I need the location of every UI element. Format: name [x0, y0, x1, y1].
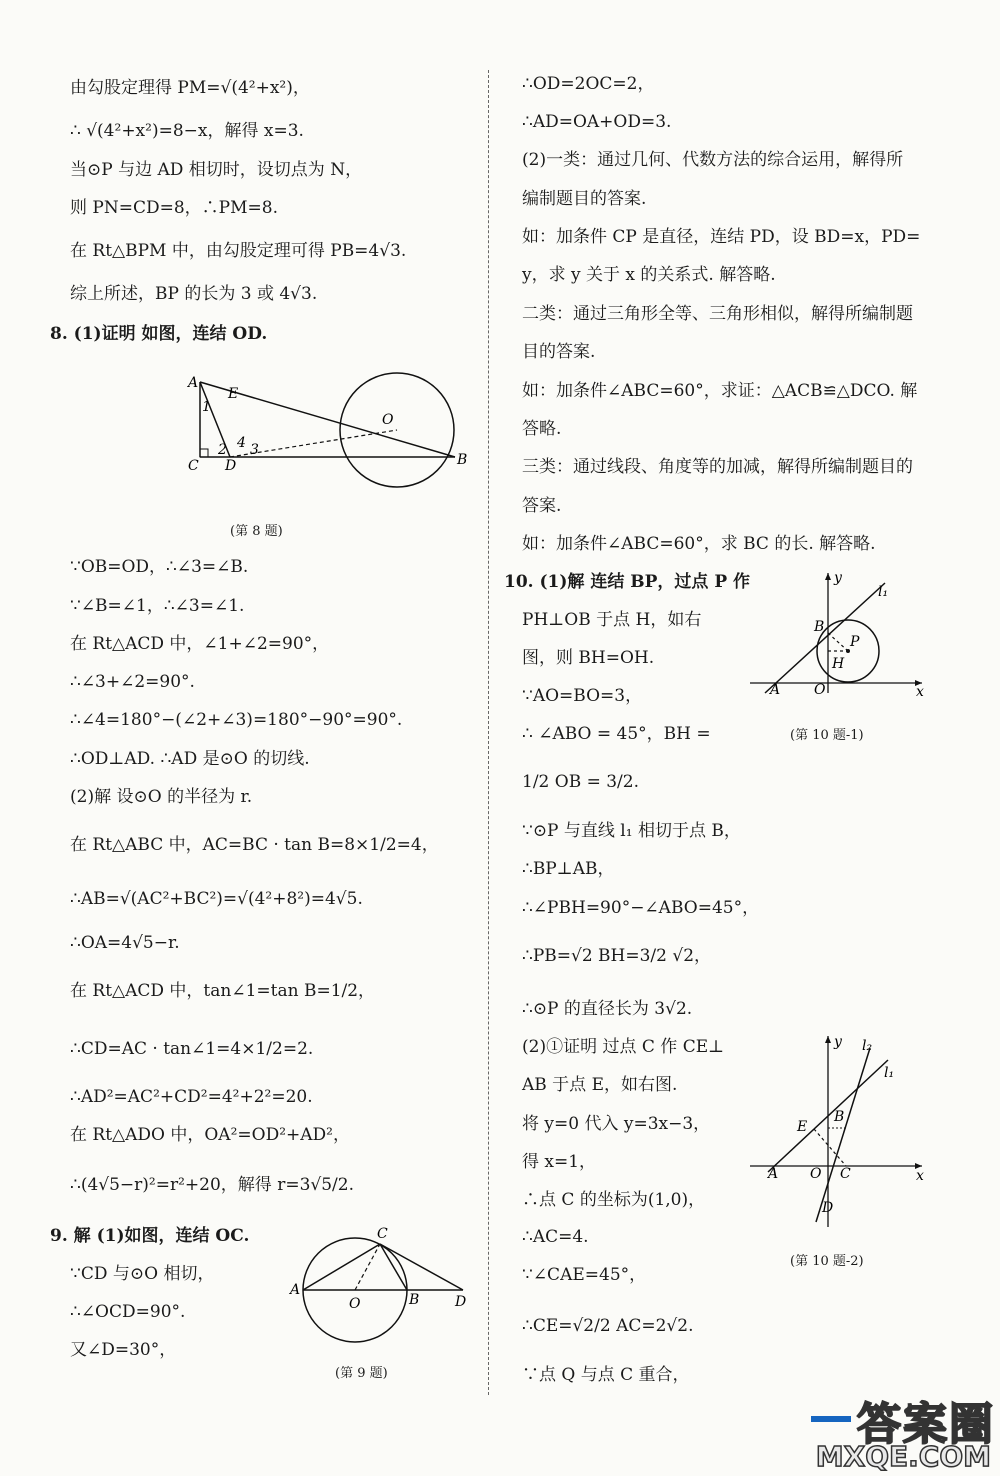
text-line: 答略. [522, 419, 562, 439]
label-O: O [349, 1296, 361, 1312]
text-line: ∴∠4=180°−(∠2+∠3)=180°−90°=90°. [70, 710, 403, 730]
text-line: 编制题目的答案. [522, 189, 647, 209]
problem-8-heading: 8. (1)证明 如图，连结 OD. [50, 324, 268, 344]
watermark-logo [805, 1388, 995, 1473]
label-l1: l₁ [884, 1065, 895, 1081]
label-x: x [916, 1168, 924, 1184]
text-line: 则 PN=CD=8，∴PM=8. [70, 198, 278, 218]
text-line: ∵AO=BO=3， [522, 686, 643, 706]
label-E: E [797, 1119, 808, 1135]
text-line: 在 Rt△ACD 中，tan∠1=tan B=1/2， [70, 981, 376, 1001]
text-line: 目的答案. [522, 342, 596, 362]
label-A: A [188, 375, 199, 391]
text-line: 当⊙P 与边 AD 相切时，设切点为 N， [70, 160, 363, 180]
text-line: 在 Rt△ADO 中，OA²=OD²+AD²， [70, 1125, 350, 1145]
label-l2: l₂ [862, 1038, 873, 1054]
label-H: H [832, 656, 845, 672]
label-O: O [810, 1166, 822, 1182]
label-angle-2: 2 [218, 442, 227, 458]
label-P: P [850, 634, 860, 650]
figure-8 [185, 362, 475, 502]
text-line: ∴CE=√2/2 AC=2√2. [522, 1316, 694, 1336]
problem-10-heading: 10. (1)解 连结 BP，过点 P 作 [504, 572, 751, 592]
text-line: ∴AD²=AC²+CD²=4²+2²=20. [70, 1087, 313, 1107]
column-divider [488, 70, 489, 1395]
text-line: (2)①证明 过点 C 作 CE⊥ [522, 1037, 725, 1057]
text-line: ∴AC=4. [522, 1227, 589, 1247]
text-line: 图，则 BH=OH. [522, 648, 655, 668]
label-y: y [834, 570, 842, 586]
label-B: B [814, 619, 825, 635]
watermark-title: 答案圈 [857, 1399, 995, 1450]
text-line: (2)一类：通过几何、代数方法的综合运用，解得所 [522, 150, 904, 170]
text-line: ∵∠B=∠1，∴∠3=∠1. [70, 596, 245, 616]
label-B: B [409, 1292, 420, 1308]
figure-9 [285, 1220, 475, 1370]
text-line: 又∠D=30°， [70, 1340, 177, 1360]
text-line: ∴CD=AC · tan∠1=4×1/2=2. [70, 1039, 314, 1059]
text-line: 1/2 OB = 3/2. [522, 772, 640, 792]
text-line: ∴∠3+∠2=90°. [70, 672, 195, 692]
text-line: AB 于点 E，如右图. [522, 1075, 678, 1095]
label-y: y [834, 1034, 842, 1050]
label-B: B [457, 452, 468, 468]
text-line: ∴∠OCD=90°. [70, 1302, 186, 1322]
text-line: PH⊥OB 于点 H，如右 [522, 610, 702, 630]
label-A: A [290, 1282, 301, 1298]
label-angle-3: 3 [250, 442, 259, 458]
figure-10-1 [750, 568, 928, 698]
label-x: x [916, 684, 924, 698]
text-line: ∵OB=OD，∴∠3=∠B. [70, 557, 249, 577]
label-A: A [768, 1166, 779, 1182]
label-l1: l₁ [878, 584, 889, 600]
problem-9-heading: 9. 解 (1)如图，连结 OC. [50, 1226, 250, 1246]
label-A: A [770, 682, 781, 698]
text-line: 二类：通过三角形全等、三角形相似，解得所编制题 [522, 304, 913, 324]
caption-fig8: (第 8 题) [230, 524, 283, 539]
label-D: D [822, 1200, 834, 1216]
text-line: (2)解 设⊙O 的半径为 r. [70, 787, 253, 807]
text-line: ∴(4√5−r)²=r²+20，解得 r=3√5/2. [70, 1175, 354, 1195]
caption-fig10-2: (第 10 题-2) [790, 1254, 864, 1269]
text-line: ∵∠CAE=45°， [522, 1265, 647, 1285]
text-line: 在 Rt△ACD 中，∠1+∠2=90°， [70, 634, 330, 654]
figure-10-2 [750, 1032, 932, 1230]
text-line: 如：加条件 CP 是直径，连结 PD，设 BD=x，PD= [522, 227, 921, 247]
label-D: D [225, 458, 237, 474]
label-C: C [377, 1226, 388, 1242]
label-B: B [834, 1109, 845, 1125]
caption-fig9: (第 9 题) [335, 1366, 388, 1381]
text-line: ∴AB=√(AC²+BC²)=√(4²+8²)=4√5. [70, 889, 363, 909]
label-O: O [814, 682, 826, 698]
text-line: 由勾股定理得 PM=√(4²+x²)， [70, 78, 310, 98]
text-line: 如：加条件∠ABC=60°，求 BC 的长. 解答略. [522, 534, 876, 554]
text-line: y，求 y 关于 x 的关系式. 解答略. [522, 265, 776, 285]
text-line: ∴∠PBH=90°−∠ABO=45°， [522, 898, 760, 918]
label-D: D [455, 1294, 467, 1310]
text-line: 三类：通过线段、角度等的加减，解得所编制题目的 [522, 457, 913, 477]
text-line: 综上所述，BP 的长为 3 或 4√3. [70, 284, 318, 304]
caption-fig10-1: (第 10 题-1) [790, 728, 864, 743]
text-line: 将 y=0 代入 y=3x−3， [522, 1114, 711, 1134]
text-line: ∴AD=OA+OD=3. [522, 112, 672, 132]
text-line: ∴PB=√2 BH=3/2 √2， [522, 946, 712, 966]
text-line: ∴ ∠ABO = 45°，BH = [522, 724, 711, 744]
text-line: 得 x=1， [522, 1152, 597, 1172]
text-line: 答案. [522, 496, 562, 516]
label-angle-4: 4 [237, 435, 246, 451]
label-O: O [382, 412, 394, 428]
text-line: ∴⊙P 的直径长为 3√2. [522, 999, 693, 1019]
watermark-accent-bar [811, 1416, 851, 1422]
text-line: 在 Rt△ABC 中，AC=BC · tan B=8×1/2=4， [70, 835, 439, 855]
text-line: ∴点 C 的坐标为(1,0)， [522, 1190, 706, 1210]
label-E: E [228, 386, 239, 402]
label-C: C [188, 458, 199, 474]
text-line: ∴BP⊥AB， [522, 859, 615, 879]
label-C: C [840, 1166, 851, 1182]
text-line: ∴OD=2OC=2， [522, 74, 655, 94]
text-line: 如：加条件∠ABC=60°，求证：△ACB≌△DCO. 解 [522, 381, 918, 401]
text-line: ∴OD⊥AD. ∴AD 是⊙O 的切线. [70, 749, 310, 769]
watermark-url: MXQE.COM [815, 1440, 991, 1473]
text-line: ∵点 Q 与点 C 重合， [522, 1365, 690, 1385]
text-line: ∵⊙P 与直线 l₁ 相切于点 B， [522, 821, 741, 841]
text-line: ∴ √(4²+x²)=8−x，解得 x=3. [70, 121, 304, 141]
text-line: ∴OA=4√5−r. [70, 933, 180, 953]
label-angle-1: 1 [202, 399, 211, 415]
text-line: 在 Rt△BPM 中，由勾股定理可得 PB=4√3. [70, 241, 407, 261]
text-line: ∵CD 与⊙O 相切， [70, 1264, 215, 1284]
